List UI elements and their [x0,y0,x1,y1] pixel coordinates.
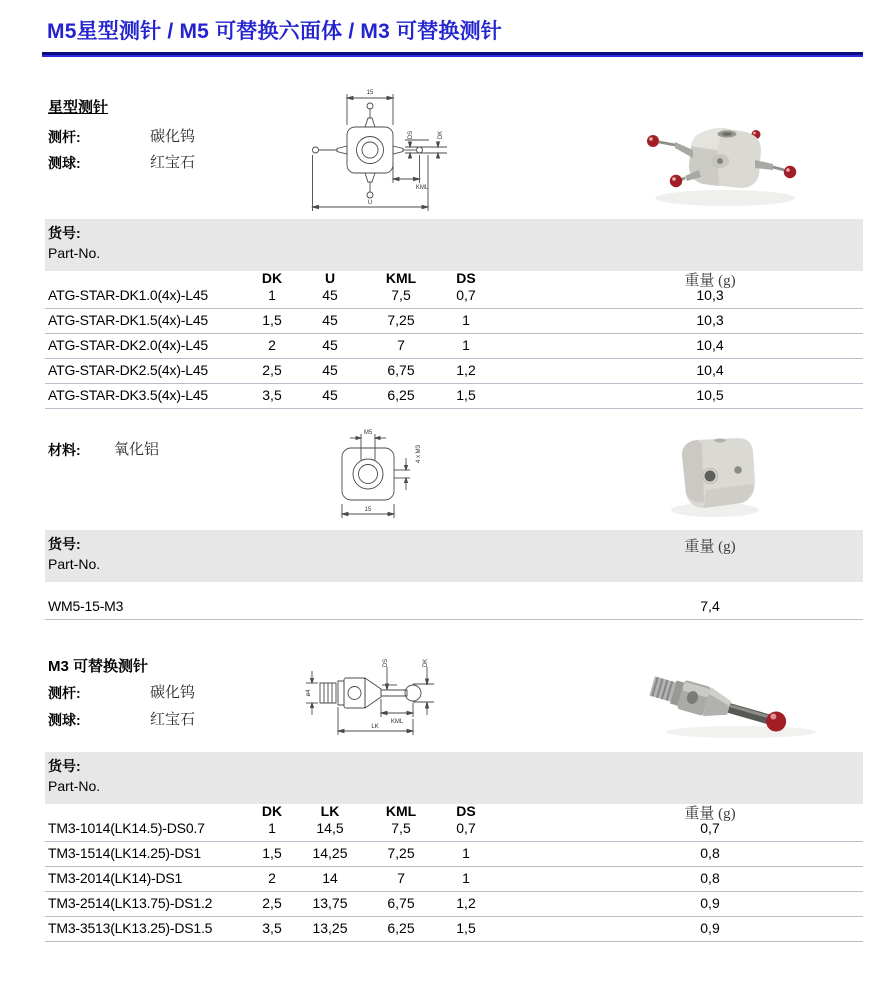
ball-value: 红宝石 [150,712,196,728]
col-header-kml: KML [385,270,417,286]
dk-cell: 2,5 [262,895,282,911]
weight-cell: 7,4 [700,598,720,614]
m3-table-header [45,752,863,822]
dk-cell: 2 [268,870,276,886]
col-header-weight: 重量 (g) [684,539,736,555]
kml-cell: 7 [397,337,405,353]
weight-cell: 10,5 [696,387,724,403]
table-row [45,284,863,309]
title-rule [42,52,863,57]
table-row [45,384,863,409]
lk-cell: 13,25 [312,920,348,936]
m3-stylus-drawing [302,653,442,747]
star-table [45,219,863,409]
dk-cell: 2 [268,337,276,353]
shaft-label: 测杆: [48,685,81,701]
part-no-cell: TM3-3513(LK13.25)-DS1.5 [48,920,213,936]
table-row [45,842,863,867]
dk-cell: 3,5 [262,387,282,403]
dim-ds-label: DS [383,658,389,668]
star-stylus-photo [623,94,850,216]
dk-cell: 1,5 [262,845,282,861]
part-no-header: 货号: Part-No. [48,225,101,261]
dim-dk-label: DK [423,658,429,668]
ball-label: 测球: [48,712,81,728]
col-header-lk: LK [320,803,340,819]
dim-shank-label: ø4 [306,689,312,697]
ds-cell: 1,2 [456,895,476,911]
ds-cell: 1,2 [456,362,476,378]
m3-table-body [45,804,863,942]
col-header-ds: DS [456,270,476,286]
part-no-cell: TM3-2514(LK13.75)-DS1.2 [48,895,213,911]
weight-cell: 0,7 [700,820,720,836]
part-no-cell: ATG-STAR-DK1.5(4x)-L45 [48,312,209,328]
star-table-body [45,271,863,409]
table-row [45,867,863,892]
cube-table-header [45,530,863,582]
star-section-heading: 星型测针 [48,99,109,116]
m3-stylus-photo [626,652,846,749]
part-no-header: 货号: Part-No. [48,536,101,572]
ball-value: 红宝石 [150,155,196,171]
kml-cell: 7 [397,870,405,886]
material-label: 材料: [48,442,81,458]
cube-table [45,530,863,620]
part-no-cell: TM3-1014(LK14.5)-DS0.7 [48,820,205,836]
u-cell: 45 [322,362,338,378]
m3-section-heading: M3 可替换测针 [48,658,149,675]
dk-cell: 3,5 [262,920,282,936]
weight-cell: 10,3 [696,287,724,303]
kml-cell: 6,25 [387,920,415,936]
weight-cell: 0,8 [700,870,720,886]
col-header-dk: DK [261,803,283,819]
ds-cell: 1,5 [456,387,476,403]
u-cell: 45 [322,387,338,403]
part-no-cell: TM3-2014(LK14)-DS1 [48,870,183,886]
cube-table-body [45,582,863,620]
shaft-value: 碳化钨 [150,685,196,701]
dim-4xm3-label: 4 x M3 [416,444,422,464]
kml-cell: 7,25 [387,845,415,861]
weight-cell: 0,9 [700,895,720,911]
col-header-weight: 重量 (g) [684,273,736,289]
table-row [45,892,863,917]
col-header-u: U [324,270,336,286]
kml-cell: 6,25 [387,387,415,403]
dk-cell: 2,5 [262,362,282,378]
lk-cell: 13,75 [312,895,348,911]
weight-cell: 0,9 [700,920,720,936]
lk-cell: 14,25 [312,845,348,861]
weight-cell: 10,4 [696,337,724,353]
kml-cell: 6,75 [387,362,415,378]
dim-lk-label: LK [371,724,379,730]
weight-cell: 10,3 [696,312,724,328]
dim-u-label: U [367,200,373,206]
part-no-cell: ATG-STAR-DK1.0(4x)-L45 [48,287,209,303]
part-no-cell: ATG-STAR-DK2.0(4x)-L45 [48,337,209,353]
dim-kml-label: KML [415,185,429,191]
lk-cell: 14,5 [316,820,344,836]
cube-drawing [328,424,432,524]
ball-label: 测球: [48,155,81,171]
dim-width-label: 15 [366,90,374,96]
material-value: 氧化铝 [114,442,160,458]
table-row [45,595,863,620]
ds-cell: 1 [462,337,470,353]
kml-cell: 7,25 [387,312,415,328]
col-header-weight: 重量 (g) [684,806,736,822]
kml-cell: 7,5 [391,820,411,836]
part-no-cell: WM5-15-M3 [48,598,124,614]
kml-cell: 7,5 [391,287,411,303]
weight-cell: 10,4 [696,362,724,378]
u-cell: 45 [322,337,338,353]
table-row [45,309,863,334]
ds-cell: 0,7 [456,820,476,836]
ds-cell: 1 [462,870,470,886]
weight-cell: 0,8 [700,845,720,861]
col-header-kml: KML [385,803,417,819]
dim-m5-label: M5 [363,430,373,436]
table-row [45,917,863,942]
cube-photo [652,424,802,526]
dim-ds-label: DS [408,130,414,140]
ds-cell: 0,7 [456,287,476,303]
col-header-ds: DS [456,803,476,819]
ds-cell: 1 [462,845,470,861]
star-table-header [45,219,863,289]
ds-cell: 1 [462,312,470,328]
dk-cell: 1,5 [262,312,282,328]
table-row [45,817,863,842]
m3-table [45,752,863,942]
ds-cell: 1,5 [456,920,476,936]
star-stylus-drawing [292,85,450,217]
dk-cell: 1 [268,820,276,836]
u-cell: 45 [322,287,338,303]
kml-cell: 6,75 [387,895,415,911]
dim-dk-label: DK [438,130,444,140]
part-no-header: 货号: Part-No. [48,758,101,794]
dk-cell: 1 [268,287,276,303]
shaft-value: 碳化钨 [150,129,196,145]
lk-cell: 14 [322,870,338,886]
col-header-dk: DK [261,270,283,286]
part-no-cell: ATG-STAR-DK3.5(4x)-L45 [48,387,209,403]
part-no-cell: ATG-STAR-DK2.5(4x)-L45 [48,362,209,378]
part-no-cell: TM3-1514(LK14.25)-DS1 [48,845,201,861]
u-cell: 45 [322,312,338,328]
table-row [45,334,863,359]
shaft-label: 测杆: [48,129,81,145]
page-title: M5星型测针 / M5 可替换六面体 / M3 可替换测针 [47,20,502,43]
table-row [45,359,863,384]
dim-kml-label: KML [390,719,404,725]
dim-15-label: 15 [364,507,372,513]
